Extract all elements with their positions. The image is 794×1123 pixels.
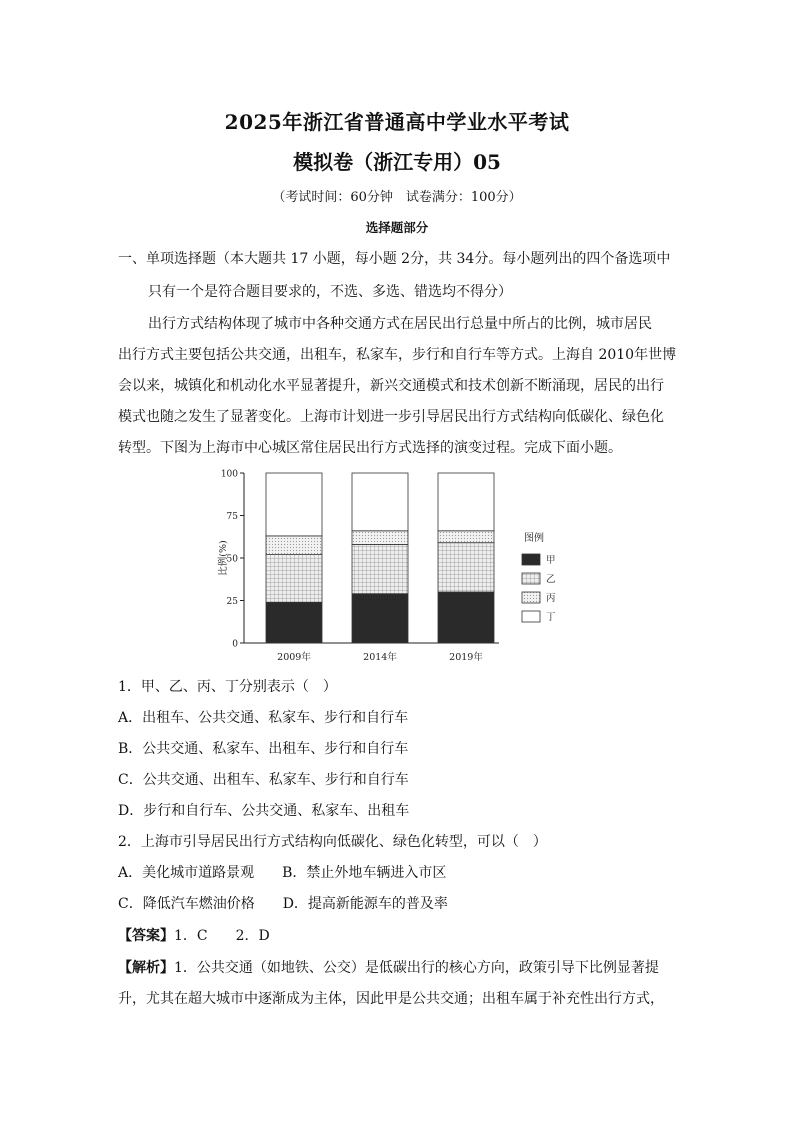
analysis-line-1 xyxy=(118,957,688,977)
legend-label: 丙 xyxy=(546,593,556,604)
instruction-line-2: 只有一个是符合题目要求的，不选、多选、错选均不得分） xyxy=(148,284,512,300)
q2-options-row-2: C．降低汽车燃油价格 D．提高新能源车的普及率 xyxy=(118,896,448,912)
bar-segment xyxy=(266,602,322,643)
passage-line-1: 出行方式结构体现了城市中各种交通方式在居民出行总量中所占的比例，城市居民 xyxy=(148,316,652,332)
legend-label: 甲 xyxy=(546,555,556,566)
q1-option-d: D．步行和自行车、公共交通、私家车、出租车 xyxy=(118,803,410,819)
legend-label: 乙 xyxy=(546,574,556,585)
bar-segment xyxy=(352,594,408,643)
bar-segment xyxy=(352,531,408,545)
exam-info: （考试时间：60分钟 试卷满分：100分） xyxy=(272,190,522,205)
x-tick-label: 2019年 xyxy=(449,652,483,663)
bar-segment xyxy=(266,555,322,603)
q1-option-b: B．公共交通、私家车、出租车、步行和自行车 xyxy=(118,741,409,757)
stacked-bar-chart xyxy=(214,462,594,667)
y-tick-label: 75 xyxy=(226,512,238,522)
y-tick-label: 50 xyxy=(226,554,238,565)
legend-title: 图例 xyxy=(524,533,544,544)
y-axis-title: 比例(%) xyxy=(218,540,229,576)
question-2: 2．上海市引导居民出行方式结构向低碳化、绿色化转型，可以（ ） xyxy=(118,834,547,850)
passage-line-4: 模式也随之发生了显著变化。上海市计划进一步引导居民出行方式结构向低碳化、绿色化 xyxy=(118,409,664,425)
passage-line-5: 转型。下图为上海市中心城区常住居民出行方式选择的演变过程。完成下面小题。 xyxy=(118,440,622,456)
y-tick-label: 100 xyxy=(220,469,238,480)
exam-title: 2025年浙江省普通高中学业水平考试 xyxy=(224,110,570,134)
x-tick-label: 2014年 xyxy=(363,652,397,663)
bar-segment xyxy=(352,544,408,593)
analysis-label: 【解析】 xyxy=(118,960,174,976)
legend-swatch xyxy=(522,592,540,603)
analysis-text-1: 1．公共交通（如地铁、公交）是低碳出行的核心方向，政策引导下比例显著提 xyxy=(174,960,659,976)
exam-subtitle: 模拟卷（浙江专用）05 xyxy=(293,150,501,174)
x-tick-label: 2009年 xyxy=(277,652,311,663)
analysis-line-2: 升，尤其在超大城市中逐渐成为主体，因此甲是公共交通；出租车属于补充性出行方式， xyxy=(118,991,664,1007)
answer-label: 【答案】 xyxy=(118,928,174,944)
instruction-line-1: 一、单项选择题（本大题共 17 小题，每小题 2分，共 34分。每小题列出的四个备选项中 xyxy=(118,251,671,267)
y-tick-label: 25 xyxy=(226,597,238,607)
y-tick-label: 0 xyxy=(232,639,238,650)
answer-line xyxy=(118,925,688,945)
legend-swatch xyxy=(522,573,540,584)
bar-segment xyxy=(266,536,322,555)
bar-segment xyxy=(352,473,408,531)
section-heading: 选择题部分 xyxy=(365,220,429,235)
bar-segment xyxy=(266,473,322,536)
legend-label: 丁 xyxy=(546,612,556,623)
answer-text: 1．C 2．D xyxy=(174,928,270,944)
passage-line-2: 出行方式主要包括公共交通，出租车，私家车，步行和自行车等方式。上海自 2010年世博 xyxy=(118,347,677,363)
legend-swatch xyxy=(522,554,540,565)
q1-option-a: A．出租车、公共交通、私家车、步行和自行车 xyxy=(118,710,409,726)
bar-segment xyxy=(438,543,494,592)
question-1: 1．甲、乙、丙、丁分别表示（ ） xyxy=(118,679,337,695)
bar-segment xyxy=(438,531,494,543)
passage-line-3: 会以来，城镇化和机动化水平显著提升，新兴交通模式和技术创新不断涌现，居民的出行 xyxy=(118,378,664,394)
bar-segment xyxy=(438,473,494,531)
q2-options-row-1: A．美化城市道路景观 B．禁止外地车辆进入市区 xyxy=(118,865,447,881)
bar-segment xyxy=(438,592,494,643)
legend-swatch xyxy=(522,611,540,622)
q1-option-c: C．公共交通、出租车、私家车、步行和自行车 xyxy=(118,772,409,788)
